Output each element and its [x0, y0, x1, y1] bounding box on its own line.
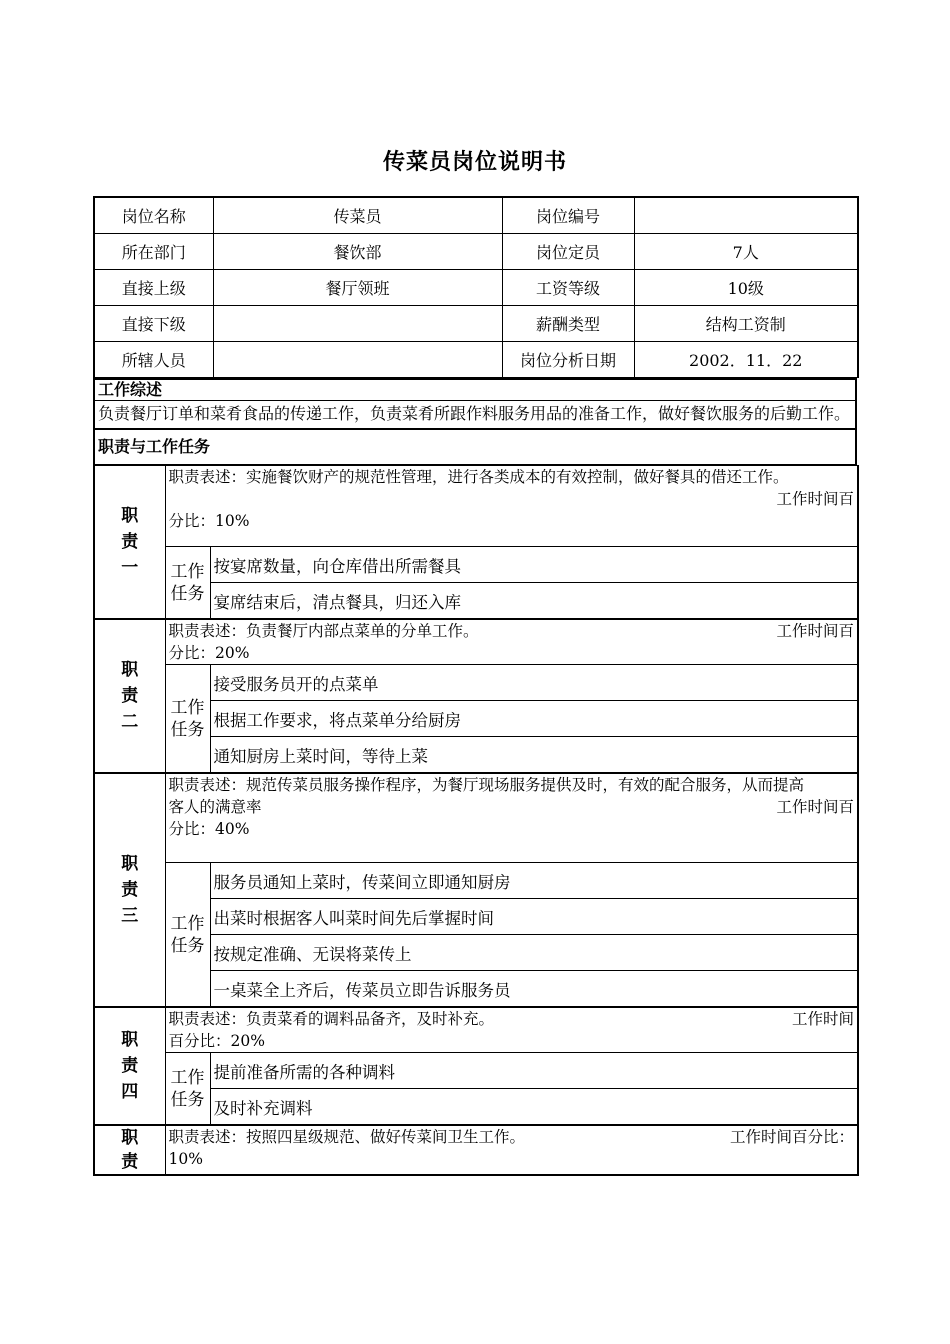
info-value: 10级 — [634, 270, 858, 306]
info-value: 餐饮部 — [213, 234, 502, 270]
info-label: 所在部门 — [94, 234, 213, 270]
duty-row — [94, 773, 858, 863]
task-label: 工作 任务 — [165, 547, 210, 620]
task-item: 提前准备所需的各种调料 — [210, 1053, 858, 1089]
task-row — [94, 1053, 858, 1089]
duty-time-label: 工作时间 — [792, 1010, 855, 1028]
info-label: 薪酬类型 — [502, 306, 634, 342]
duty-desc-text-2: 客人的满意率 — [168, 798, 262, 816]
duty-label: 职 责 三 — [94, 773, 165, 1007]
info-row — [94, 197, 858, 234]
info-row — [94, 342, 858, 378]
task-item: 按宴席数量，向仓库借出所需餐具 — [210, 547, 858, 583]
duty-label: 职 责 — [94, 1125, 165, 1175]
summary-table — [93, 378, 857, 465]
info-label: 岗位分析日期 — [502, 342, 634, 378]
info-value: 餐厅领班 — [213, 270, 502, 306]
duty-time-label: 工作时间百 — [776, 798, 855, 816]
duty-description — [165, 773, 858, 863]
task-item: 通知厨房上菜时间，等待上菜 — [210, 737, 858, 774]
duty-time-value: 10% — [168, 1150, 203, 1168]
task-item: 及时补充调料 — [210, 1089, 858, 1126]
task-label: 工作 任务 — [165, 665, 210, 774]
duty-label: 职 责 一 — [94, 466, 165, 620]
task-row — [94, 665, 858, 701]
duty-desc-text: 职责表述：负责餐厅内部点菜单的分单工作。 — [168, 622, 479, 640]
task-row — [94, 547, 858, 583]
info-label: 岗位编号 — [502, 197, 634, 234]
duty-desc-text: 职责表述：实施餐饮财产的规范性管理，进行各类成本的有效控制，做好餐具的借还工作。 — [168, 468, 789, 486]
duties-table — [93, 465, 859, 1176]
duty-description — [165, 1007, 858, 1053]
duty-description — [165, 1125, 858, 1175]
job-description-sheet — [93, 196, 857, 1176]
info-value — [213, 342, 502, 378]
duty-row — [94, 466, 858, 547]
duty-description — [165, 466, 858, 547]
duty-row — [94, 1125, 858, 1175]
info-value: 传菜员 — [213, 197, 502, 234]
info-label: 直接下级 — [94, 306, 213, 342]
duty-time-label: 工作时间百 — [776, 490, 855, 508]
duty-row — [94, 619, 858, 665]
duty-desc-text: 职责表述：按照四星级规范、做好传菜间卫生工作。 — [168, 1128, 526, 1146]
task-item: 宴席结束后，清点餐具，归还入库 — [210, 583, 858, 620]
duty-label: 职 责 四 — [94, 1007, 165, 1125]
summary-text: 负责餐厅订单和菜肴食品的传递工作，负责菜肴所跟作料服务用品的准备工作，做好餐饮服务的后勤工作。 — [94, 401, 856, 430]
task-label: 工作 任务 — [165, 863, 210, 1008]
info-label: 直接上级 — [94, 270, 213, 306]
duty-desc-text: 职责表述：规范传菜员服务操作程序，为餐厅现场服务提供及时，有效的配合服务，从而提高 — [168, 776, 805, 794]
info-label: 岗位定员 — [502, 234, 634, 270]
duty-time-label: 工作时间百 — [776, 622, 855, 640]
duty-description — [165, 619, 858, 665]
duty-time-value: 分比：10% — [168, 512, 250, 530]
info-value — [634, 197, 858, 234]
task-item: 根据工作要求，将点菜单分给厨房 — [210, 701, 858, 737]
page-title: 传菜员岗位说明书 — [382, 149, 567, 175]
summary-heading: 工作综述 — [94, 379, 856, 401]
task-item: 一桌菜全上齐后，传菜员立即告诉服务员 — [210, 971, 858, 1008]
basic-info-table — [93, 196, 859, 378]
task-item: 服务员通知上菜时，传菜间立即通知厨房 — [210, 863, 858, 899]
info-label: 所辖人员 — [94, 342, 213, 378]
info-value: 7人 — [634, 234, 858, 270]
info-row — [94, 306, 858, 342]
info-row — [94, 234, 858, 270]
task-item: 按规定准确、无误将菜传上 — [210, 935, 858, 971]
task-row — [94, 863, 858, 899]
duty-time-label: 工作时间百分比： — [730, 1128, 855, 1146]
duty-desc-text: 职责表述：负责菜肴的调料品备齐，及时补充。 — [168, 1010, 495, 1028]
duty-time-value: 分比：40% — [168, 820, 250, 838]
info-label: 岗位名称 — [94, 197, 213, 234]
duty-label: 职 责 二 — [94, 619, 165, 773]
info-label: 工资等级 — [502, 270, 634, 306]
info-row — [94, 270, 858, 306]
duties-heading: 职责与工作任务 — [94, 429, 856, 465]
info-value — [213, 306, 502, 342]
duty-row — [94, 1007, 858, 1053]
info-value: 2002．11．22 — [634, 342, 858, 378]
task-item: 接受服务员开的点菜单 — [210, 665, 858, 701]
task-item: 出菜时根据客人叫菜时间先后掌握时间 — [210, 899, 858, 935]
info-value: 结构工资制 — [634, 306, 858, 342]
duty-time-value: 分比：20% — [168, 644, 250, 662]
task-label: 工作 任务 — [165, 1053, 210, 1126]
duty-time-value: 百分比：20% — [168, 1032, 265, 1050]
